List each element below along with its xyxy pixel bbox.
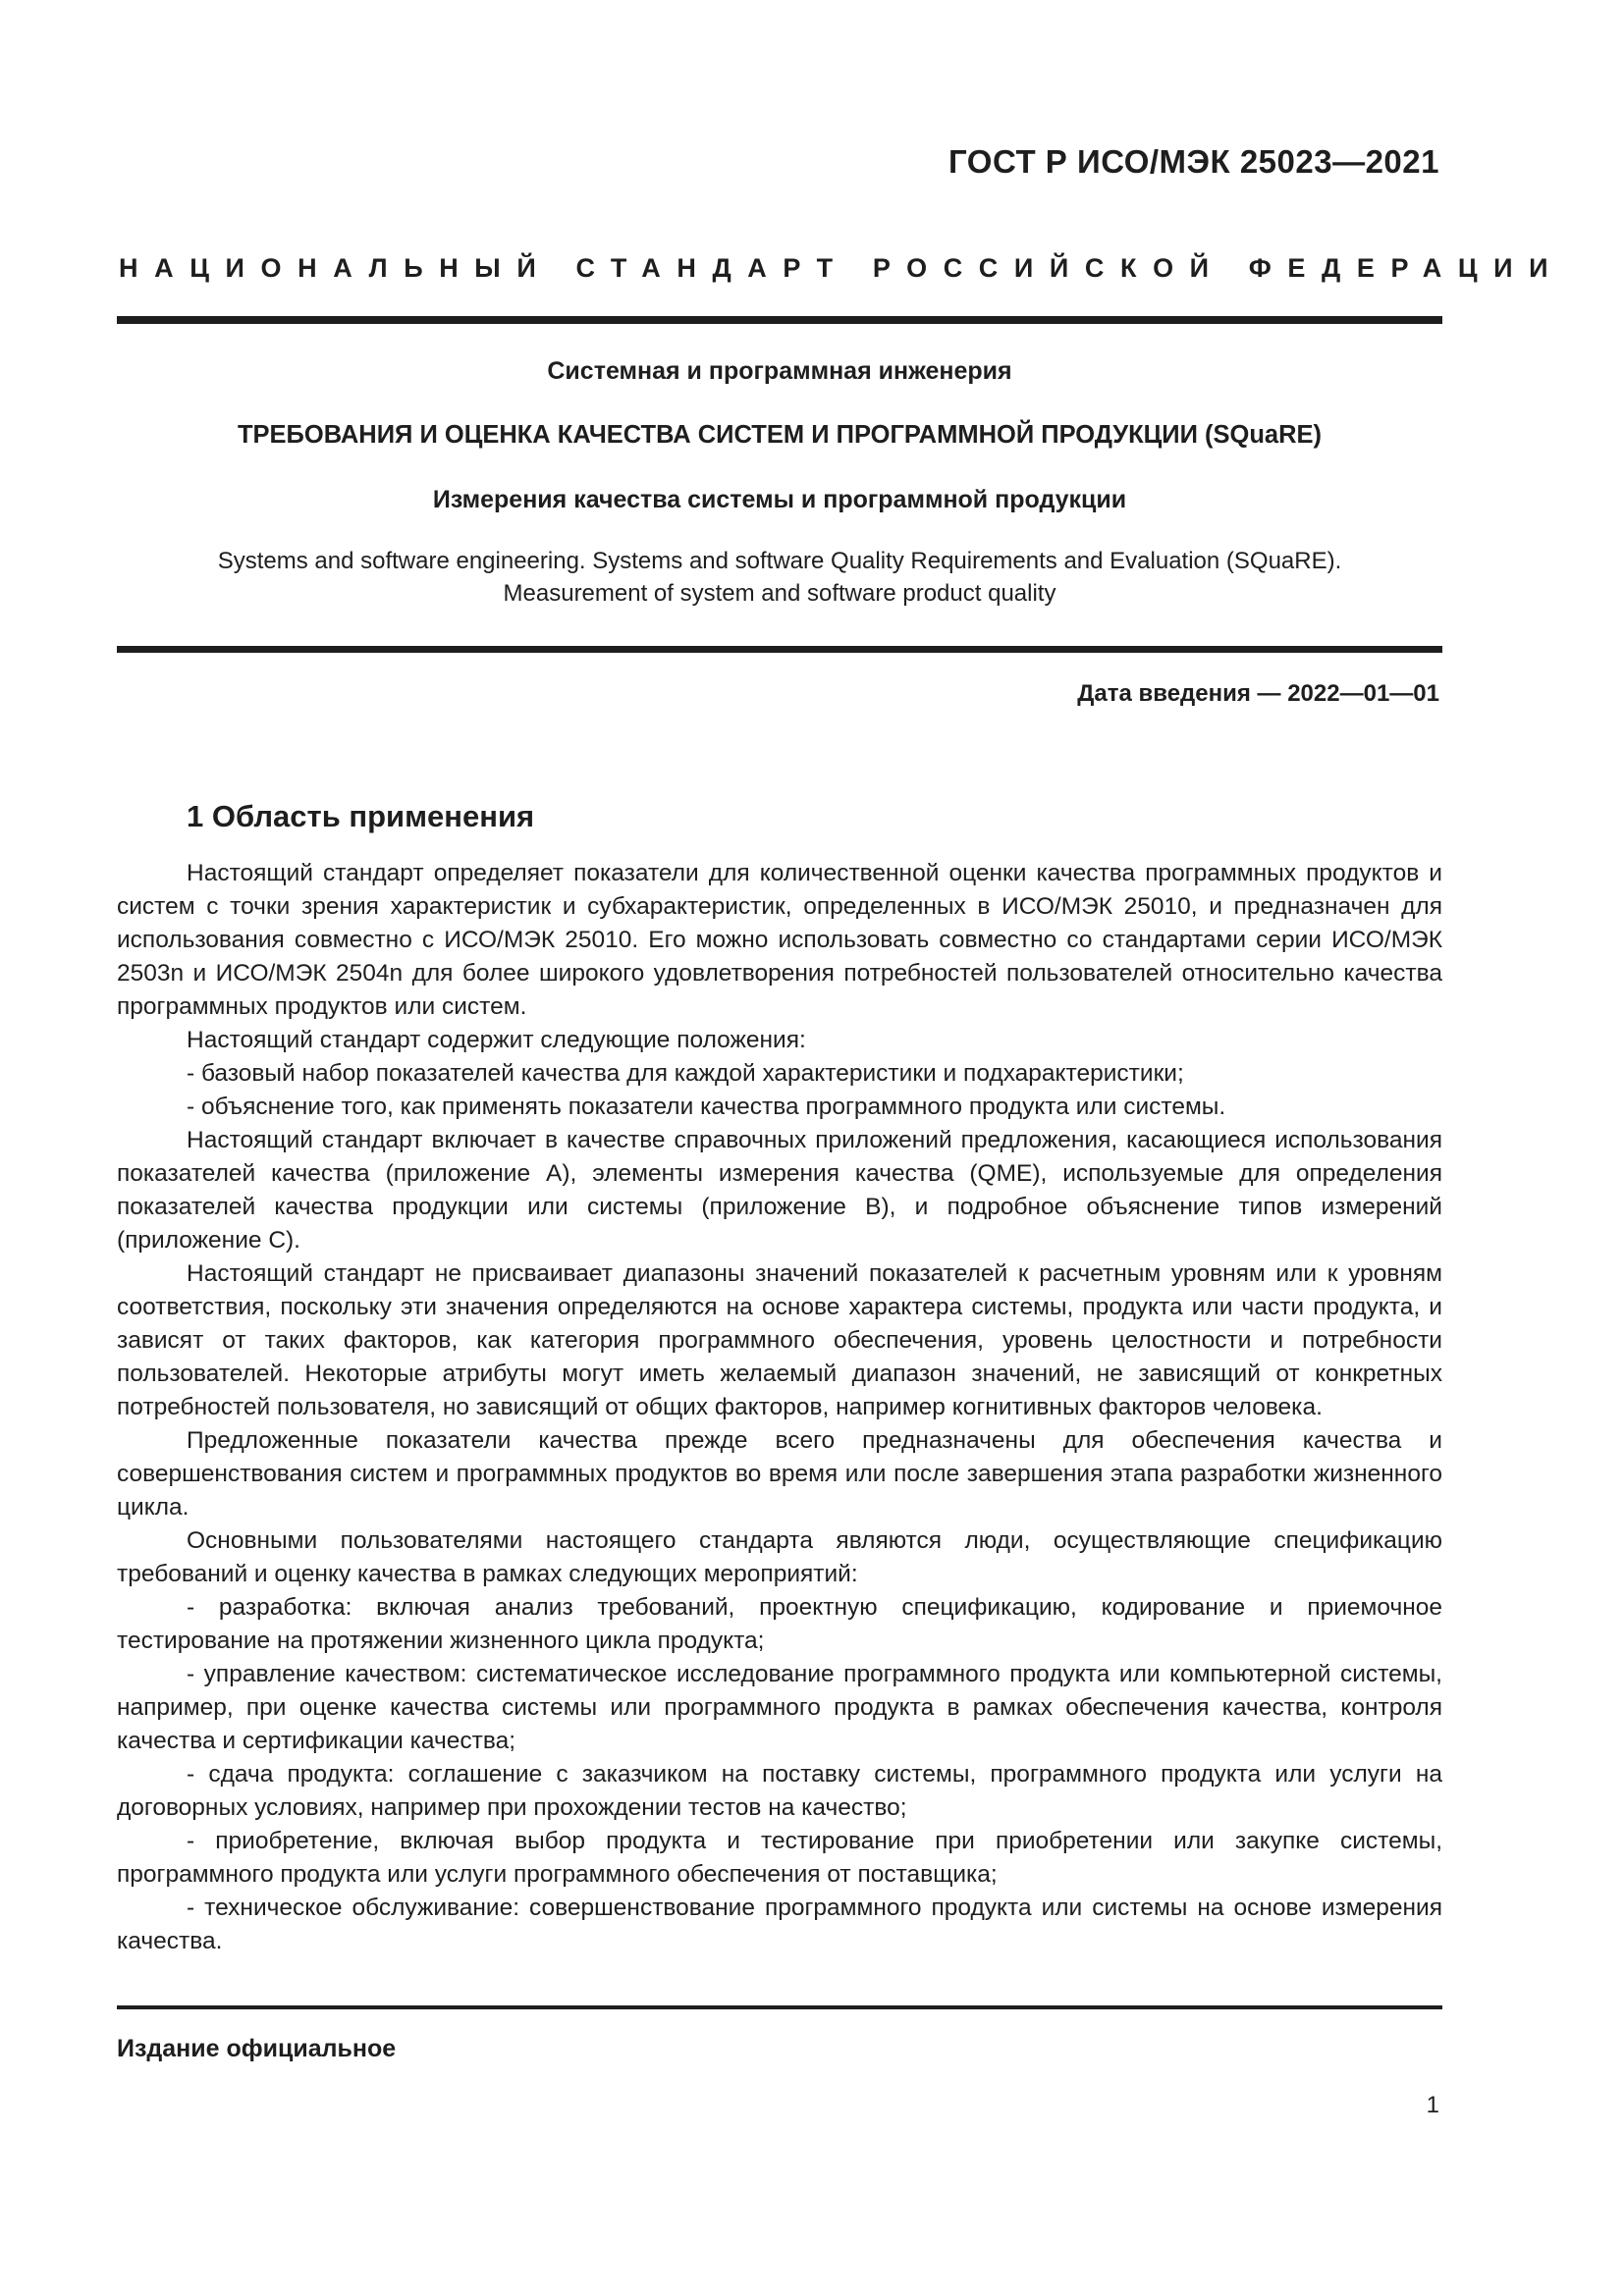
subtitle: Измерения качества системы и программной продукции	[432, 486, 1127, 513]
series-title: Системная и программная инженерия	[547, 357, 1012, 385]
list-item: - техническое обслуживание: совершенствование программного продукта или системы на основе измерения качества.	[117, 1895, 1442, 1954]
list-item: - разработка: включая анализ требований, проектную спецификацию, кодирование и приемочное тестирование на протяжении жизненного цикла продукта;	[117, 1594, 1442, 1654]
paragraph: Настоящий стандарт содержит следующие положения:	[187, 1027, 806, 1053]
paragraph: Предложенные показатели качества прежде всего предназначены для обеспечения качества и совершенствования систем и программных продуктов во время или после завершения этапа разработки жизненного цикла.	[117, 1427, 1442, 1521]
introduction-date: Дата введения — 2022—01—01	[1077, 680, 1439, 707]
section-title: 1 Область применения	[187, 799, 535, 833]
main-title: ТРЕБОВАНИЯ И ОЦЕНКА КАЧЕСТВА СИСТЕМ И ПРОГРАММНОЙ ПРОДУКЦИИ (SQuaRE)	[237, 421, 1323, 449]
paragraph: Настоящий стандарт не присваивает диапазоны значений показателей к расчетным уровням или к уровням соответствия, поскольку эти значения определяются на основе характера системы, продукта или части продукта, и зависят от таких факторов, как категория программного обеспечения, уровень целостности и потребности пользователей. Некоторые атрибуты могут иметь желаемый диапазон значений, не зависящий от конкретных потребностей пользователя, но зависящий от общих факторов, например когнитивных факторов человека.	[117, 1260, 1442, 1420]
english-title-line-1: Systems and software engineering. Systems and software Quality Requirements and Evaluation (SQuaRE).	[217, 548, 1342, 574]
paragraph: Настоящий стандарт определяет показатели для количественной оценки качества программных продуктов и систем с точки зрения характеристик и субхарактеристик, определенных в ИСО/МЭК 25010, и предназначен для использования совместно с ИСО/МЭК 25010. Его можно использовать совместно со стандартами серии ИСО/МЭК 2503n и ИСО/МЭК 2504n для более широкого удовлетворения потребностей пользователей относительно качества программных продуктов или систем.	[117, 860, 1442, 1020]
list-item: - объяснение того, как применять показатели качества программного продукта или системы.	[187, 1094, 1226, 1120]
paragraph: Настоящий стандарт включает в качестве справочных приложений предложения, касающиеся использования показателей качества (приложение А), элементы измерения качества (QME), используемые для определения показателей качества продукции или системы (приложение В), и подробное объяснение типов измерений (приложение С).	[117, 1127, 1442, 1254]
english-title	[117, 545, 1442, 610]
top-divider	[117, 316, 1442, 324]
footer-divider	[117, 2005, 1442, 2009]
english-title-line-2: Measurement of system and software product quality	[503, 580, 1056, 607]
national-standard-banner: НАЦИОНАЛЬНЫЙ СТАНДАРТ РОССИЙСКОЙ ФЕДЕРАЦИИ	[119, 253, 1565, 283]
list-item: - сдача продукта: соглашение с заказчиком на поставку системы, программного продукта или услуги на договорных условиях, например при прохождении тестов на качество;	[117, 1761, 1442, 1821]
list-item: - приобретение, включая выбор продукта и тестирование при приобретении или закупке системы, программного продукта или услуги программного обеспечения от поставщика;	[117, 1828, 1442, 1888]
paragraph: Основными пользователями настоящего стандарта являются люди, осуществляющие спецификацию требований и оценку качества в рамках следующих мероприятий:	[117, 1527, 1442, 1587]
document-number: ГОСТ Р ИСО/МЭК 25023—2021	[948, 143, 1439, 180]
official-edition-label: Издание официальное	[117, 2035, 397, 2062]
list-item: - управление качеством: систематическое исследование программного продукта или компьютерной системы, например, при оценке качества системы или программного продукта в рамках обеспечения качества, контроля качества и сертификации качества;	[117, 1661, 1442, 1754]
list-item: - базовый набор показателей качества для каждой характеристики и подхарактеристики;	[187, 1060, 1184, 1087]
title-divider	[117, 646, 1442, 653]
section-body	[117, 857, 1442, 1958]
page-number: 1	[1426, 2092, 1439, 2118]
